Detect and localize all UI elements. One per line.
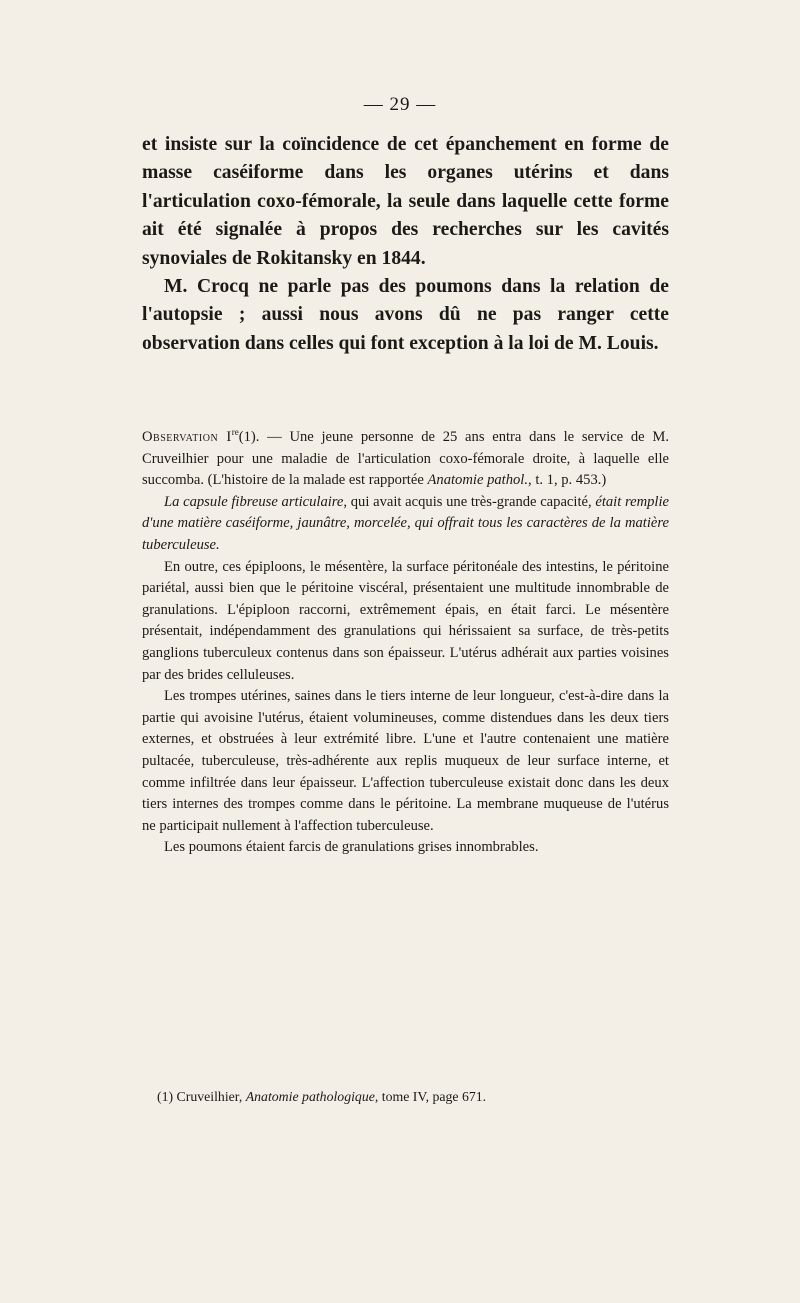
footnote-title: Anatomie pathologique [245, 1089, 375, 1104]
footnote-rest: , tome IV, page 671. [374, 1089, 487, 1104]
intro-paragraph-2: M. Crocq ne parle pas des poumons dans la relation de l'autopsie ; aussi nous avons dû ne pas ranger cette observation dans celles qui font exception à la loi de M. Louis. [142, 276, 669, 354]
capsule-mid: , qui avait acquis une très-grande capacité, [343, 493, 596, 510]
observation-section [142, 427, 669, 859]
footnote [157, 1087, 677, 1107]
observation-paragraph-5: Les poumons étaient farcis de granulations grises innombrables. [164, 839, 539, 856]
footnote-marker: (1) Cruveilhier, [157, 1089, 246, 1104]
observation-heading: Observation I [142, 429, 232, 445]
observation-paragraph-3: En outre, ces épiploons, le mésentère, la surface péritonéale des intestins, le péritoine pariétal, aussi bien que le péritoine viscéral, présentaient une multitude innombrable de granulations. L'épiploon raccorni, extrêmement épais, en était farci. Le mésentère présentait, indépendamment des granulations qui hérissaient sa surface, de très-petits ganglions tuberculeux contenus dans son épaisseur. L'utérus adhérait aux parties voisines par des brides celluleuses. [142, 558, 669, 683]
observation-ref-rest: , t. 1, p. 453.) [528, 472, 607, 489]
intro-section [142, 131, 669, 358]
observation-paragraph-4: Les trompes utérines, saines dans le tiers interne de leur longueur, c'est-à-dire dans la partie qui avoisine l'utérus, étaient volumineuses, comme distendues dans les deux tiers externes, et obstruées à leur extrémité libre. L'une et l'autre contenaient une matière pultacée, tuberculeuse, très-adhérente aux replis muqueux de leur surface interne, et comme infiltrée dans leur épaisseur. L'affection tuberculeuse existait donc dans les deux tiers internes des trompes comme dans le péritoine. La membrane muqueuse de l'utérus ne participait nullement à l'affection tuberculeuse. [142, 688, 669, 834]
observation-heading-sup: re [231, 427, 239, 438]
observation-footnote-ref: (1). [238, 429, 260, 445]
observation-paragraph-2 [142, 492, 669, 557]
observation-text: — Une jeune personne de 25 ans entra dans le service de M. Cruveilhier pour une maladie de l'articulation coxo-fémorale droite, à laquelle elle succomba. (L'histoire de la malade est rapportée [142, 429, 669, 489]
observation-paragraph-1 [142, 427, 669, 492]
page-number: — 29 — [363, 94, 437, 115]
intro-paragraph-1: et insiste sur la coïncidence de cet épanchement en forme de masse caséiforme dans les organes utérins et dans l'articulation coxo-fémorale, la seule dans laquelle cette forme ait été signalée à propos des recherches sur les cavités synoviales de Rokitansky en 1844. [142, 134, 669, 269]
observation-ref-title: Anatomie pathol. [427, 472, 529, 489]
capsule-description: était remplie d'une matière caséiforme, jaunâtre, morcelée, qui offrait tous les caractères de la matière tuberculeuse. [142, 493, 670, 553]
capsule-phrase: La capsule fibreuse articulaire [164, 493, 344, 510]
